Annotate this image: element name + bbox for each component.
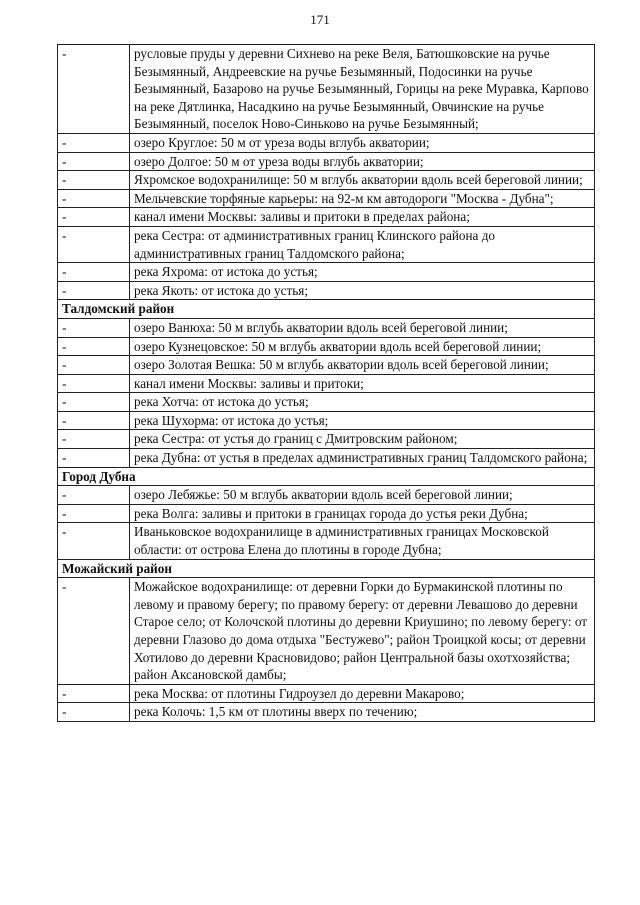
- table-row: [58, 411, 595, 430]
- row-marker: -: [58, 337, 130, 356]
- row-text: река Москва: от плотины Гидроузел до деревни Макарово;: [130, 684, 595, 703]
- row-text: Яхромское водохранилище: 50 м вглубь акватории вдоль всей береговой линии;: [130, 171, 595, 190]
- row-marker: -: [58, 684, 130, 703]
- table-row: [58, 318, 595, 337]
- row-marker: -: [58, 504, 130, 523]
- row-marker: -: [58, 152, 130, 171]
- row-text: река Якоть: от истока до устья;: [130, 281, 595, 300]
- row-text: река Яхрома: от истока до устья;: [130, 263, 595, 282]
- table-row: [58, 430, 595, 449]
- section-header-row: [58, 300, 595, 319]
- table-row: [58, 374, 595, 393]
- page-number: 171: [310, 12, 330, 27]
- row-text: река Колочь: 1,5 км от плотины вверх по течению;: [130, 703, 595, 722]
- row-text: Можайское водохранилище: от деревни Горки до Бурмакинской плотины по левому и правому берегу; по правому берегу: от деревни Левашово до деревни Старое село; от Колочской плотины до деревни Криушино; по левому берегу: от деревни Глазово до дома отдыха "Бестужево"; район Троицкой косы; от деревни Хотилово до деревни Красновидово; район Центральной базы охотхозяйства; район Аксановской дамбы;: [130, 578, 595, 685]
- section-title: Город Дубна: [58, 467, 595, 486]
- table-row: [58, 171, 595, 190]
- row-text: озеро Долгое: 50 м от уреза воды вглубь акватории;: [130, 152, 595, 171]
- row-marker: -: [58, 171, 130, 190]
- table-row: [58, 393, 595, 412]
- table-row: [58, 684, 595, 703]
- row-marker: -: [58, 263, 130, 282]
- row-marker: -: [58, 411, 130, 430]
- section-title: Можайский район: [58, 559, 595, 578]
- row-text: река Шухорма: от истока до устья;: [130, 411, 595, 430]
- table-row: [58, 356, 595, 375]
- table-row: [58, 226, 595, 262]
- row-marker: -: [58, 703, 130, 722]
- row-marker: -: [58, 189, 130, 208]
- row-marker: -: [58, 133, 130, 152]
- row-marker: -: [58, 578, 130, 685]
- table-row: [58, 337, 595, 356]
- row-marker: -: [58, 226, 130, 262]
- table-row: [58, 45, 595, 134]
- table-row: [58, 578, 595, 685]
- row-text: река Сестра: от устья до границ с Дмитровским районом;: [130, 430, 595, 449]
- section-title: Талдомский район: [58, 300, 595, 319]
- row-marker: -: [58, 393, 130, 412]
- row-text: озеро Золотая Вешка: 50 м вглубь акватории вдоль всей береговой линии;: [130, 356, 595, 375]
- table-row: [58, 703, 595, 722]
- table-row: [58, 133, 595, 152]
- row-marker: -: [58, 356, 130, 375]
- row-marker: -: [58, 430, 130, 449]
- row-text: река Сестра: от административных границ Клинского района до административных границ Талдомского района;: [130, 226, 595, 262]
- row-text: озеро Круглое: 50 м от уреза воды вглубь акватории;: [130, 133, 595, 152]
- row-marker: -: [58, 208, 130, 227]
- section-header-row: [58, 467, 595, 486]
- table-row: [58, 208, 595, 227]
- table-row: [58, 189, 595, 208]
- section-header-row: [58, 559, 595, 578]
- row-text: озеро Лебяжье: 50 м вглубь акватории вдоль всей береговой линии;: [130, 486, 595, 505]
- row-text: озеро Ванюха: 50 м вглубь акватории вдоль всей береговой линии;: [130, 318, 595, 337]
- row-text: канал имени Москвы: заливы и притоки;: [130, 374, 595, 393]
- row-marker: -: [58, 523, 130, 559]
- table-row: [58, 152, 595, 171]
- row-text: река Волга: заливы и притоки в границах города до устья реки Дубна;: [130, 504, 595, 523]
- table-row: [58, 281, 595, 300]
- row-text: озеро Кузнецовское: 50 м вглубь акватории вдоль всей береговой линии;: [130, 337, 595, 356]
- row-marker: -: [58, 449, 130, 468]
- row-text: русловые пруды у деревни Сихнево на реке Веля, Батюшковские на ручье Безымянный, Андреевские на ручье Безымянный, Подосинки на ручье Безымянный, Базарово на ручье Безымянный, Горицы на реке Муравка, Карпово на реке Дятлинка, Насадкино на ручье Безымянный, Овчинские на ручье Безымянный, поселок Ново-Синьково на ручье Безымянный;: [130, 45, 595, 134]
- row-marker: -: [58, 45, 130, 134]
- row-marker: -: [58, 486, 130, 505]
- table-row: [58, 449, 595, 468]
- row-text: Иваньковское водохранилище в административных границах Московской области: от острова Елена до плотины в городе Дубна;: [130, 523, 595, 559]
- row-text: Мельчевские торфяные карьеры: на 92-м км автодороги "Москва - Дубна";: [130, 189, 595, 208]
- table-row: [58, 523, 595, 559]
- table-body: [58, 45, 595, 722]
- row-marker: -: [58, 281, 130, 300]
- row-text: река Дубна: от устья в пределах административных границ Талдомского района;: [130, 449, 595, 468]
- table-row: [58, 263, 595, 282]
- row-text: река Хотча: от истока до устья;: [130, 393, 595, 412]
- reservoir-zones-table: [57, 44, 595, 722]
- row-text: канал имени Москвы: заливы и притоки в пределах района;: [130, 208, 595, 227]
- table-row: [58, 486, 595, 505]
- row-marker: -: [58, 374, 130, 393]
- table-row: [58, 504, 595, 523]
- row-marker: -: [58, 318, 130, 337]
